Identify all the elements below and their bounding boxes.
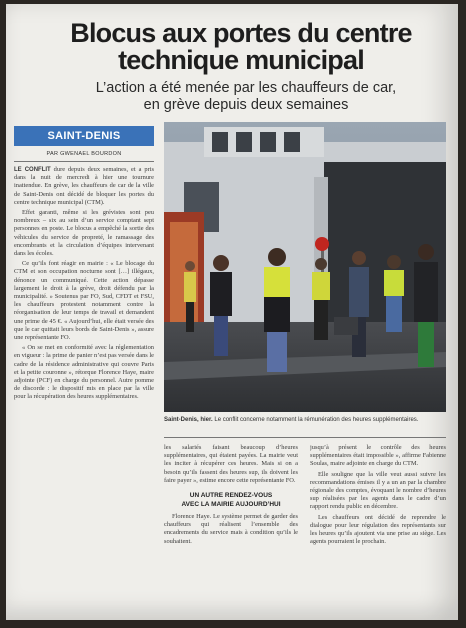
paragraph-text: dure depuis deux semaines, et a pris dans la nuit de mercredi à hier une tournure inattendue. En grève, les chauffeurs de car de la ville de Saint-Denis ont décidé de bloquer les portes du centre technique municipal (CTM).: [14, 166, 154, 206]
intertitle-line-2: AVEC LA MAIRIE AUJOURD’HUI: [181, 501, 281, 509]
photo-caption: [164, 416, 446, 424]
subheadline-line-2: en grève depuis deux semaines: [143, 97, 349, 113]
paragraph: Florence Haye. Le système permet de garder des chauffeurs qui réalisent l’ensemble des encadrements du service mais à condition qu’ils le souhaitent.: [164, 513, 298, 545]
paragraph: Les chauffeurs ont décidé de reprendre le dialogue pour leur régulation des représentants sur les heures qu’ils ajoutent via une prise au siège. Les agents pourraient le prochain.: [310, 513, 446, 546]
newspaper-page: [6, 4, 458, 620]
byline: PAR GWENAEL BOURDON: [46, 151, 122, 157]
subheadline: [56, 80, 436, 114]
headline-line-2: technique municipal: [118, 45, 364, 75]
paragraph: [14, 166, 154, 207]
paragraph: Elle souligne que la ville veut aussi suivre les recommandations émises il y a un an par la chambre régionale des comptes, évoquant le nombre d’heures sup réalisées par les agents dans le cadre d’un rapport rendu public en décembre.: [310, 470, 446, 511]
lead-word: LE CONFLIT: [14, 167, 51, 173]
article-column-2: [164, 444, 298, 614]
intertitle: [164, 491, 298, 509]
paragraph: Effet garanti, même si les grévistes sont peu nombreux – six au sein d’un service comptant sept personnes en poste. Le blocus a empêché la sortie des véhicules du service de propreté, le ramassage des encombrants et la circulation d’équipes intervenant dans les écoles.: [14, 209, 154, 258]
article-column-1: [14, 166, 154, 612]
news-photo: [164, 122, 446, 412]
byline-rule: [14, 161, 154, 162]
article-column-3: [310, 444, 446, 614]
paragraph: les salariés faisant beaucoup d’heures supplémentaires, qui étaient payées. La mairie veut les inciter à récupérer ces heures. Mais si on a besoin qu’ils fassent des heures sup, ils doivent les faire payer », estime encore cette représentante FO.: [164, 444, 298, 484]
paragraph: jusqu’à présent le contrôle des heures supplémentaires était impossible », affirme Fabienne Soulas, maire adjointe en charge du CTM.: [310, 444, 446, 468]
headline-line-1: Blocus aux portes du centre: [70, 18, 412, 48]
caption-rule: [164, 437, 446, 438]
intertitle-line-1: UN AUTRE RENDEZ-VOUS: [189, 492, 273, 500]
section-tag: SAINT-DENIS: [14, 126, 154, 146]
caption-text: Le conflit concerne notamment la rémunération des heures supplémentaires.: [214, 417, 419, 423]
paragraph: « On se met en conformité avec la réglementation en vigueur : la prime de panier n’est pas versée dans le cadre de la résidence administrative qui couvre Paris et la petite couronne », rétorque Florence Haye, maire adjointe (PCF) en charge du personnel. Autre pomme de discorde : le dispositif mis en place par la ville pour la récupération des heures supplémentaires.: [14, 344, 154, 401]
headline: [46, 20, 436, 74]
paragraph: Ce qu’ils font réagir en mairie : « Le blocage du CTM et son occupation nocturne sont […] illégaux, dénonce un communiqué. Cette action dépasse largement le droit à la grève, droit défendu par la municipalité. » Soutenus par FO, Sud, CFDT et FSU, les chauffeurs protestent notamment contre la réorganisation de leur temps de travail et demandent une prime de 45 €. « Aujourd’hui, elle était versée des que le car quittait leurs bords de Saint-Denis », assure une représentante FO.: [14, 260, 154, 342]
subheadline-line-1: L’action a été menée par les chauffeurs de car,: [95, 80, 397, 96]
strike-photo-illustration: [164, 122, 446, 412]
caption-location: Saint-Denis, hier.: [164, 417, 213, 423]
